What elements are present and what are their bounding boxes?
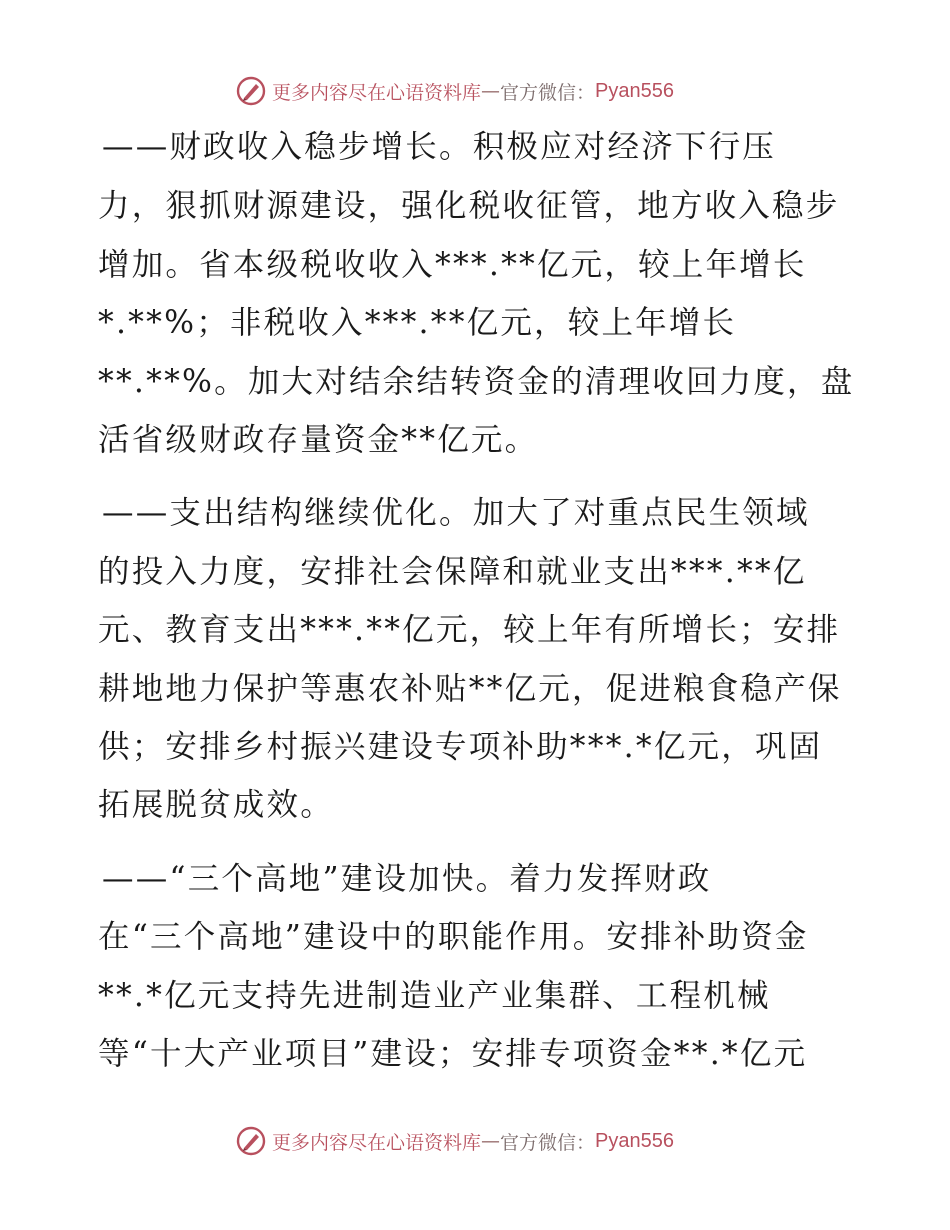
paragraph-1-line-5: **.**%。加大对结余结转资金的清理收回力度，盘 [98, 364, 855, 400]
paragraph-3-line-1: ——“三个高地”建设加快。着力发挥财政 [102, 861, 712, 897]
paragraph-1-line-2: 力，狠抓财源建设，强化税收征管，地方收入稳步 [98, 188, 840, 224]
paragraph-1-line-4: *.**%；非税收入***.**亿元，较上年增长 [98, 305, 737, 341]
watermark-id: Pyan556 [595, 1129, 674, 1152]
pen-logo-icon [236, 76, 266, 106]
watermark-main-text: 更多内容尽在心语资料库 [272, 1131, 482, 1154]
pen-logo-icon [236, 1126, 266, 1156]
watermark-label: 官方微信： [500, 81, 596, 104]
paragraph-3-line-4: 等“十大产业项目”建设；安排专项资金**.*亿元 [98, 1036, 808, 1072]
paragraph-1-line-1: ——财政收入稳步增长。积极应对经济下行压 [102, 129, 777, 165]
watermark-label: 官方微信： [500, 1131, 596, 1154]
paragraph-2-line-5: 供；安排乡村振兴建设专项补助***.*亿元，巩固 [98, 729, 823, 765]
paragraph-3-line-3: **.*亿元支持先进制造业产业集群、工程机械 [98, 978, 771, 1014]
paragraph-1-line-6: 活省级财政存量资金**亿元。 [98, 422, 539, 458]
footer-watermark [236, 1124, 674, 1158]
watermark-separator: — [481, 1130, 501, 1152]
paragraph-1-line-3: 增加。省本级税收收入***.**亿元，较上年增长 [98, 247, 807, 283]
paragraph-2-line-6: 拓展脱贫成效。 [98, 787, 334, 823]
watermark-id: Pyan556 [595, 79, 674, 102]
paragraph-2-line-1: ——支出结构继续优化。加大了对重点民生领域 [102, 495, 810, 531]
paragraph-2-line-2: 的投入力度，安排社会保障和就业支出***.**亿 [98, 554, 807, 590]
watermark-main-text: 更多内容尽在心语资料库 [272, 81, 482, 104]
paragraph-3-line-2: 在“三个高地”建设中的职能作用。安排补助资金 [98, 919, 809, 955]
header-watermark [236, 74, 674, 108]
watermark-separator: — [481, 80, 501, 102]
paragraph-2-line-4: 耕地地力保护等惠农补贴**亿元，促进粮食稳产保 [98, 671, 842, 707]
paragraph-2-line-3: 元、教育支出***.**亿元，较上年有所增长；安排 [98, 612, 841, 648]
